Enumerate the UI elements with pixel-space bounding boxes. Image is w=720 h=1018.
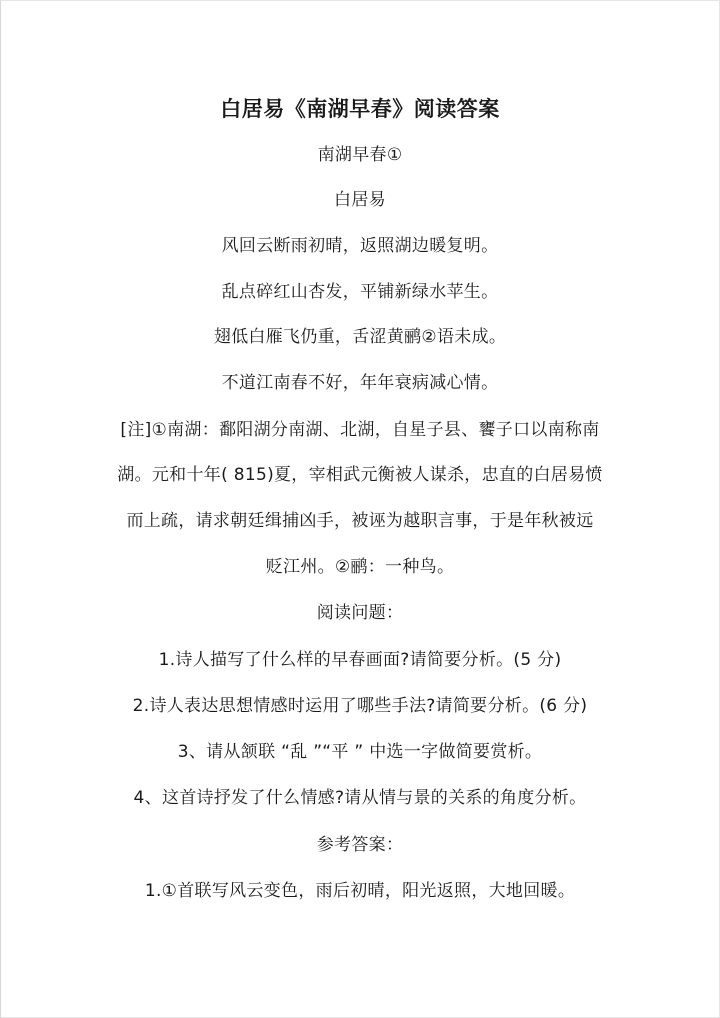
question-4: 4、这首诗抒发了什么情感?请从情与景的关系的角度分析。 — [133, 788, 587, 808]
poem-title: 南湖早春① — [317, 145, 403, 165]
questions-heading: 阅读问题： — [316, 603, 404, 623]
poem-line-4: 不道江南春不好，年年衰病减心情。 — [221, 373, 499, 393]
note-line-4: 贬江州。②鹂：一种鸟。 — [265, 557, 455, 577]
note-line-3: 而上疏，请求朝廷缉捕凶手，被诬为越职言事，于是年秋被远 — [126, 511, 594, 531]
answers-heading: 参考答案： — [316, 835, 404, 855]
document-title: 白居易《南湖早春》阅读答案 — [220, 96, 500, 121]
poem-line-3: 翅低白雁飞仍重，舌涩黄鹂②语未成。 — [213, 327, 507, 347]
poem-author: 白居易 — [334, 190, 386, 210]
question-2: 2.诗人表达思想情感时运用了哪些手法?请简要分析。(6 分) — [132, 696, 588, 716]
note-line-2: 湖。元和十年( 815)夏，宰相武元衡被人谋杀，忠直的白居易愤 — [117, 465, 603, 485]
answer-1: 1.①首联写风云变色，雨后初晴，阳光返照，大地回暖。 — [144, 881, 576, 901]
question-1: 1.诗人描写了什么样的早春画面?请简要分析。(5 分) — [158, 650, 562, 670]
note-line-1: [注]①南湖：鄱阳湖分南湖、北湖，自星子县、饔子口以南称南 — [120, 420, 600, 440]
poem-line-2: 乱点碎红山杏发，平铺新绿水苹生。 — [221, 282, 499, 302]
poem-line-1: 风回云断雨初晴，返照湖边暖复明。 — [221, 236, 499, 256]
question-3: 3、请从颔联 “乱 ”“平 ” 中选一字做简要赏析。 — [177, 742, 543, 762]
